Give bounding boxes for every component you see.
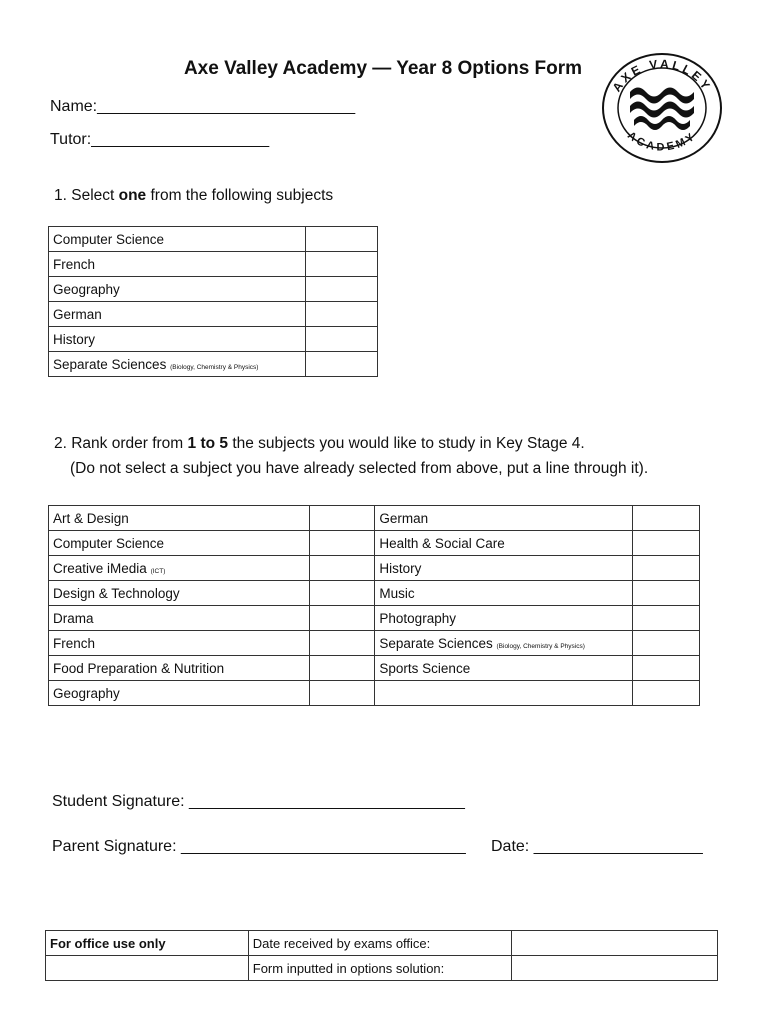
section2-row (49, 656, 700, 681)
date-label: Date: (491, 838, 534, 855)
section1-subject-label: French (53, 256, 96, 272)
rank-box[interactable] (633, 556, 700, 581)
section1-row (49, 227, 378, 252)
student-signature-field[interactable] (52, 793, 465, 811)
section1-select-box[interactable] (305, 227, 377, 252)
section2-suffix: the subjects you would like to study in Key Stage 4. (228, 435, 585, 452)
svg-text:ACADEMY (625, 130, 699, 154)
parent-signature-line: ________________________________ (180, 838, 466, 855)
office-heading (46, 931, 249, 956)
section2-subject-label: Health & Social Care (379, 535, 505, 551)
section2-subject-label: Drama (53, 610, 94, 626)
section1-suffix: from the following subjects (146, 187, 334, 204)
section2-row (49, 681, 700, 706)
section1-emphasis: one (118, 187, 147, 204)
section1-row (49, 252, 378, 277)
student-signature-line: _______________________________ (188, 793, 465, 810)
section2-subject-label: Music (379, 585, 415, 601)
parent-signature-field[interactable] (52, 838, 466, 856)
section1-select-box[interactable] (305, 327, 377, 352)
date-field[interactable] (491, 838, 703, 856)
section2-question (54, 435, 585, 453)
page-title: Axe Valley Academy — Year 8 Options Form (183, 58, 583, 79)
section1-select-box[interactable] (305, 277, 377, 302)
rank-box[interactable] (309, 506, 375, 531)
section2-row (49, 581, 700, 606)
section2-row (49, 606, 700, 631)
section2-prefix: 2. Rank order from (54, 435, 188, 452)
section1-subject-label: History (53, 331, 96, 347)
rank-box[interactable] (633, 631, 700, 656)
section1-subject-label: Computer Science (53, 231, 165, 247)
office-empty-cell (46, 956, 249, 981)
date-line: ___________________ (533, 838, 703, 855)
svg-text:AXE VALLEY (610, 57, 715, 95)
subject-note: (ICT) (150, 567, 166, 575)
section1-subject-label: Geography (53, 281, 120, 297)
rank-box[interactable] (633, 681, 700, 706)
section1-subject (49, 252, 306, 277)
section2-subject (49, 656, 310, 681)
name-field[interactable] (50, 98, 355, 116)
section2-subject (49, 506, 310, 531)
section2-subject-label: Computer Science (53, 535, 165, 551)
office-row (46, 931, 718, 956)
section1-subject (49, 327, 306, 352)
section1-select-box[interactable] (305, 302, 377, 327)
section1-prefix: 1. Select (54, 187, 119, 204)
section2-row (49, 506, 700, 531)
office-row2-label: Form inputted in options solution: (248, 956, 511, 981)
section1-select-box[interactable] (305, 352, 377, 377)
section2-subject (375, 631, 633, 656)
office-row1-label: Date received by exams office: (248, 931, 511, 956)
name-line: _____________________________ (97, 98, 356, 115)
rank-box[interactable] (309, 531, 375, 556)
rank-box[interactable] (309, 631, 375, 656)
separate-sciences-note: (Biology, Chemistry & Physics) (170, 363, 259, 371)
wave-icon (630, 88, 694, 131)
section2-subject-label: Separate Sciences (379, 635, 493, 651)
section1-subject-label: Separate Sciences (53, 356, 167, 372)
section2-subject (375, 681, 633, 706)
section2-subject (49, 581, 310, 606)
section2-subject-label: Art & Design (53, 510, 129, 526)
section2-subject (49, 681, 310, 706)
section2-subject-label: History (379, 560, 422, 576)
office-row2-box[interactable] (511, 956, 717, 981)
section1-subject (49, 277, 306, 302)
section1-subject-label: German (53, 306, 102, 322)
section2-instruction: (Do not select a subject you have already selected from above, put a line through it). (70, 460, 649, 477)
section2-subject-label: Photography (379, 610, 456, 626)
section1-table (48, 226, 378, 377)
subject-note: (Biology, Chemistry & Physics) (496, 642, 585, 650)
student-signature-label: Student Signature: (52, 793, 189, 810)
office-row (46, 956, 718, 981)
academy-logo-icon (600, 52, 724, 164)
rank-box[interactable] (309, 681, 375, 706)
logo-top-text: AXE VALLEY (609, 56, 715, 95)
section2-subject-label: Creative iMedia (53, 560, 147, 576)
section2-row (49, 556, 700, 581)
office-row1-box[interactable] (511, 931, 717, 956)
rank-box[interactable] (633, 531, 700, 556)
tutor-label: Tutor: (50, 131, 92, 148)
section2-subject (375, 656, 633, 681)
rank-box[interactable] (633, 581, 700, 606)
section1-subject (49, 302, 306, 327)
section2-subject (49, 556, 310, 581)
section2-subject (375, 506, 633, 531)
section2-table (48, 505, 700, 706)
section1-row (49, 352, 378, 377)
section1-select-box[interactable] (305, 252, 377, 277)
section2-subject (49, 631, 310, 656)
section2-row (49, 531, 700, 556)
section2-subject-label: Geography (53, 685, 120, 701)
section1-row (49, 302, 378, 327)
section2-subject (375, 606, 633, 631)
parent-signature-label: Parent Signature: (52, 838, 181, 855)
section2-subject (49, 531, 310, 556)
office-use-table (45, 930, 718, 981)
office-heading-text: For office use only (50, 935, 166, 951)
rank-box[interactable] (309, 606, 375, 631)
section2-subject (49, 606, 310, 631)
name-label: Name: (50, 98, 98, 115)
rank-box[interactable] (633, 606, 700, 631)
academy-logo (600, 52, 724, 164)
section2-subject-label: Food Preparation & Nutrition (53, 660, 225, 676)
section2-subject-label: Design & Technology (53, 585, 180, 601)
section1-row (49, 277, 378, 302)
section2-subject (375, 581, 633, 606)
section2-subject-label: Sports Science (379, 660, 471, 676)
rank-box[interactable] (633, 656, 700, 681)
section2-row (49, 631, 700, 656)
section2-subject (375, 556, 633, 581)
section2-subject-label: French (53, 635, 96, 651)
section1-question (54, 187, 333, 205)
rank-box[interactable] (309, 556, 375, 581)
tutor-field[interactable] (50, 131, 269, 149)
section1-subject (49, 352, 306, 377)
rank-box[interactable] (309, 581, 375, 606)
rank-box[interactable] (309, 656, 375, 681)
section1-row (49, 327, 378, 352)
section1-subject (49, 227, 306, 252)
section2-emphasis: 1 to 5 (187, 435, 229, 452)
section2-subject (375, 531, 633, 556)
tutor-line: ____________________ (91, 131, 270, 148)
rank-box[interactable] (633, 506, 700, 531)
logo-bottom-text: ACADEMY (625, 129, 699, 154)
section2-subject-label: German (379, 510, 429, 526)
